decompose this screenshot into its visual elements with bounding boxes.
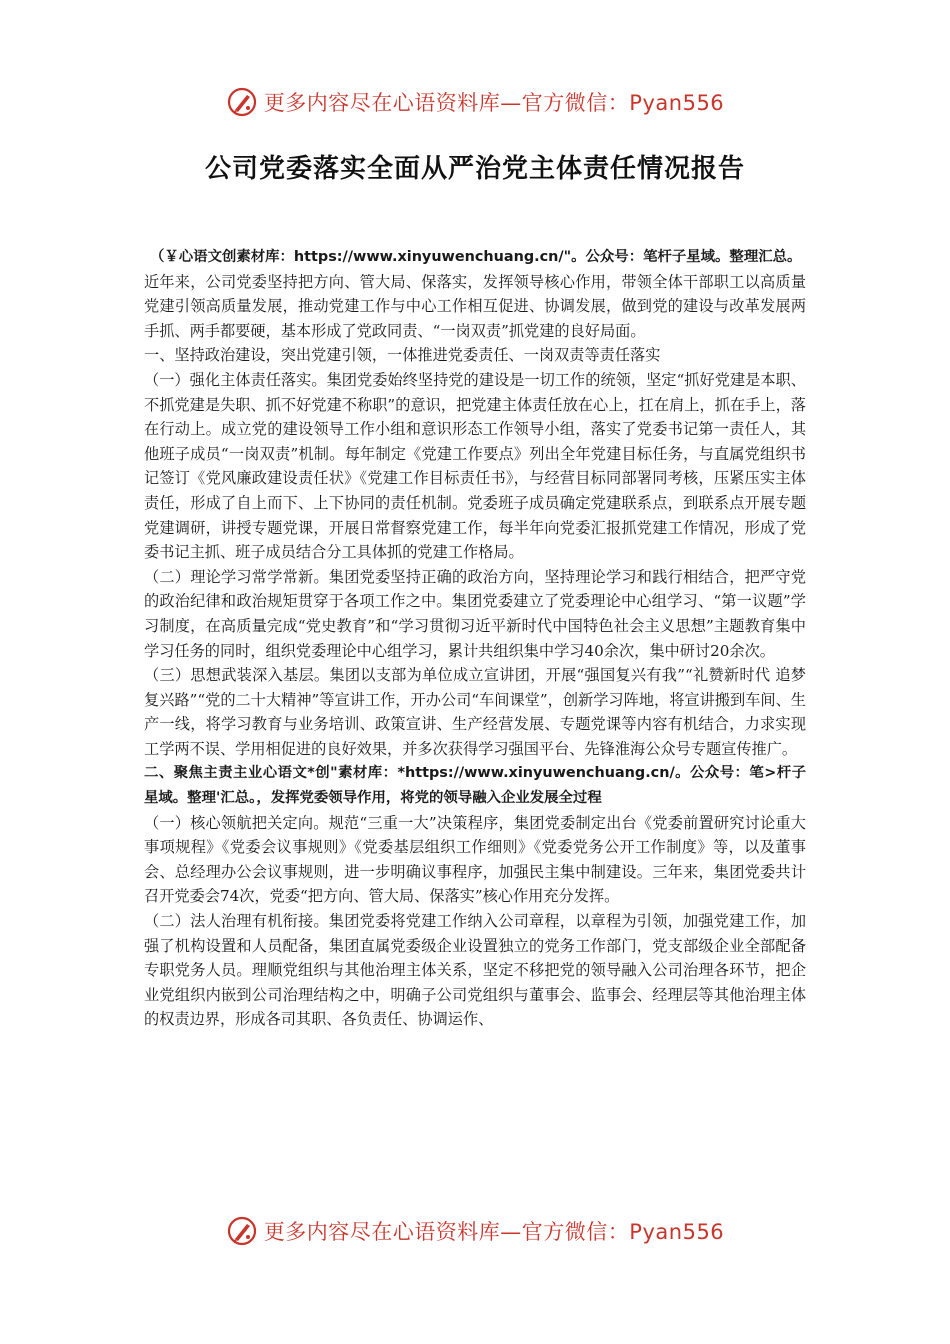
document-title: 公司党委落实全面从严治党主体责任情况报告 bbox=[204, 154, 745, 184]
intro-paragraph: 近年来，公司党委坚持把方向、管大局、保落实，发挥领导核心作用，带领全体干部职工以高质量党建引领高质量发展，推动党建工作与中心工作相互促进、协调发展，做到党的建设与改革发展两手抓、两手都要硬，基本形成了党政同责、“一岗双责”抓党建的良好局面。 bbox=[144, 272, 806, 340]
footer-watermark-text: 更多内容尽在心语资料库—官方微信：Pyan556 bbox=[263, 1220, 725, 1244]
paragraph-1-2: （二）理论学习常学常新。集团党委坚持正确的政治方向，坚持理论学习和践行相结合，把严守党的政治纪律和政治规矩贯穿于各项工作之中。集团党委建立了党委理论中心组学习、“第一议题”学习制度，在高质量完成“党史教育”和“学习贯彻习近平新时代中国特色社会主义思想”主题教育集中学习任务的同时，组织党委理论中心组学习，累计共组织集中学习40余次，集中研讨20余次。 bbox=[144, 567, 806, 660]
footer-watermark-banner bbox=[0, 1211, 950, 1251]
section-heading-1: 一、坚持政治建设，突出党建引领，一体推进党委责任、一岗双责等责任落实 bbox=[144, 346, 661, 365]
paragraph-2-2: （二）法人治理有机衔接。集团党委将党建工作纳入公司章程，以章程为引领，加强党建工作，加强了机构设置和人员配备，集团直属党委级企业设置独立的党务工作部门，党支部级企业全部配备专职党务人员。理顺党组织与其他治理主体关系，坚定不移把党的领导融入公司治理各环节，把企业党组织内嵌到公司治理结构之中，明确子公司党组织与董事会、监事会、经理层等其他治理主体的权责边界，形成各司其职、各负责任、协调运作、 bbox=[144, 912, 806, 1029]
pen-logo-icon bbox=[226, 86, 258, 118]
paragraph-2-1: （一）核心领航把关定向。规范“三重一大”决策程序，集团党委制定出台《党委前置研究讨论重大事项规程》《党委会议事规则》《党委基层组织工作细则》《党委党务公开工作制度》等，以及董事会、总经理办公会议事规则，进一步明确议事程序，加强民主集中制建设。三年来，集团党委共计召开党委会74次，党委“把方向、管大局、保落实”核心作用充分发挥。 bbox=[144, 813, 806, 906]
header-watermark-text: 更多内容尽在心语资料库—官方微信：Pyan556 bbox=[263, 91, 725, 115]
paragraph-1-1: （一）强化主体责任落实。集团党委始终坚持党的建设是一切工作的统领，坚定“抓好党建是本职、不抓党建是失职、抓不好党建不称职”的意识，把党建主体责任放在心上，扛在肩上，抓在手上，落在行动上。成立党的建设领导工作小组和意识形态工作领导小组，落实了党委书记第一责任人，其他班子成员“一岗双责”机制。每年制定《党建工作要点》列出全年党建目标任务，与直属党组织书记签订《党风廉政建设责任状》《党建工作目标责任书》，与经营目标同部署同考核，压紧压实主体责任，形成了自上而下、上下协同的责任机制。党委班子成员确定党建联系点，到联系点开展专题党建调研，讲授专题党课，开展日常督察党建工作，每半年向党委汇报抓党建工作情况，形成了党委书记主抓、班子成员结合分工具体抓的党建工作格局。 bbox=[144, 370, 806, 562]
document-body bbox=[144, 245, 806, 1032]
paragraph-1-3: （三）思想武装深入基层。集团以支部为单位成立宣讲团，开展“强国复兴有我”“礼赞新时代 追梦复兴路”“党的二十大精神”等宣讲工作，开办公司“车间课堂”，创新学习阵地，将宣讲搬到车间、生产一线，将学习教育与业务培训、政策宣讲、生产经营发展、专题党课等内容有机结合，力求实现工学两不误、学用相促进的良好效果，并多次获得学习强国平台、先锋淮海公众号专题宣传推广。 bbox=[144, 666, 806, 758]
source-note: （￥心语文创素材库：https://www.xinyuwenchuang.cn/"。公众号：笔杆子星域。整理汇总。 bbox=[150, 249, 802, 265]
section-heading-2: 二、聚焦主责主业心语文*创"素材库：*https://www.xinyuwenchuang.cn/。公众号：笔>杆子星域。整理'汇总。，发挥党委领导作用，将党的领导融入企业发展全过程 bbox=[144, 765, 806, 807]
pen-logo-icon bbox=[226, 1215, 258, 1247]
header-watermark-banner bbox=[0, 82, 950, 122]
